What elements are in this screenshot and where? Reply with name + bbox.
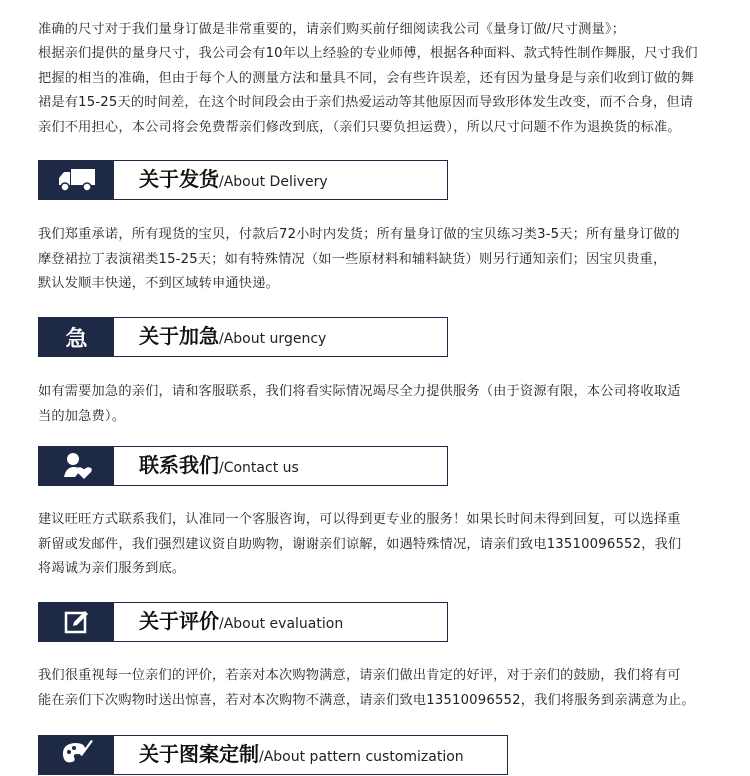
section-title <box>139 161 328 198</box>
section-title-en: /About pattern customization <box>259 749 464 765</box>
section-title-en: /About urgency <box>219 331 327 347</box>
palette-icon <box>39 736 114 774</box>
section-header-pattern <box>38 735 508 775</box>
section-title-cn: 关于发货 <box>139 167 219 191</box>
section-title-cn: 关于加急 <box>139 324 219 348</box>
urgency-body: 如有需要加急的亲们，请和客服联系，我们将看实际情况竭尽全力提供服务（由于资源有限，本公司将收取适 当的加急费）。 <box>38 384 681 424</box>
section-title <box>139 318 326 355</box>
section-header-urgency <box>38 317 448 357</box>
section-title <box>139 736 464 773</box>
urgent-glyph: 急 <box>65 326 88 352</box>
section-title-en: /Contact us <box>219 460 299 476</box>
section-title-en: /About Delivery <box>219 174 328 190</box>
section-title-cn: 关于评价 <box>139 609 219 633</box>
section-header-contact <box>38 446 448 486</box>
section-title-cn: 联系我们 <box>139 453 219 477</box>
section-title-cn: 关于图案定制 <box>139 742 259 766</box>
intro-first-line: 准确的尺寸对于我们量身订做是非常重要的，请亲们购买前仔细阅读我公司《量身订做/尺寸测量》； <box>38 22 626 37</box>
intro-paragraph: 根据亲们提供的量身尺寸，我公司会有10年以上经验的专业师傅，根据各种面料、款式特性制作舞服，尺寸我们 把握的相当的准确，但由于每个人的测量方法和量具不同，会有些许误差，还有因为量身是与亲们收到订做的舞 裙是有15-25天的时间差，在这个时间段会由于亲们热爱运动等其他原因而导致形体发生改变，而不合身，但请 亲们不用担心，本公司将会免费帮亲们修改到底，（亲们只要负担运费），所以尺寸问题不作为退换货的标准。 <box>38 46 698 135</box>
evaluation-body: 我们很重视每一位亲们的评价，若亲对本次购物满意，请亲们做出肯定的好评，对于亲们的鼓励，我们将有可 能在亲们下次购物时送出惊喜，若对本次购物不满意，请亲们致电13510096552，我们将服务到亲满意为止。 <box>38 668 695 708</box>
section-header-evaluation <box>38 602 448 642</box>
section-title <box>139 603 343 640</box>
urgent-icon <box>39 318 114 356</box>
contact-body: 建议旺旺方式联系我们，认准同一个客服咨询，可以得到更专业的服务！如果长时间未得到回复，可以选择重 新留或发邮件，我们强烈建议资自助购物，谢谢亲们谅解，如遇特殊情况，请亲们致电13510096552，我们 将竭诚为亲们服务到底。 <box>38 512 682 576</box>
edit-icon <box>39 603 114 641</box>
section-header-delivery <box>38 160 448 200</box>
contact-icon <box>39 447 114 485</box>
section-title <box>139 447 299 484</box>
truck-icon <box>39 161 114 199</box>
section-title-en: /About evaluation <box>219 616 344 632</box>
delivery-body: 我们郑重承诺，所有现货的宝贝，付款后72小时内发货；所有量身订做的宝贝练习类3-5天；所有量身订做的 摩登裙拉丁表演裙类15-25天；如有特殊情况（如一些原材料和辅料缺货）则另行通知亲们；因宝贝贵重， 默认发顺丰快递，不到区域转申通快递。 <box>38 227 680 291</box>
